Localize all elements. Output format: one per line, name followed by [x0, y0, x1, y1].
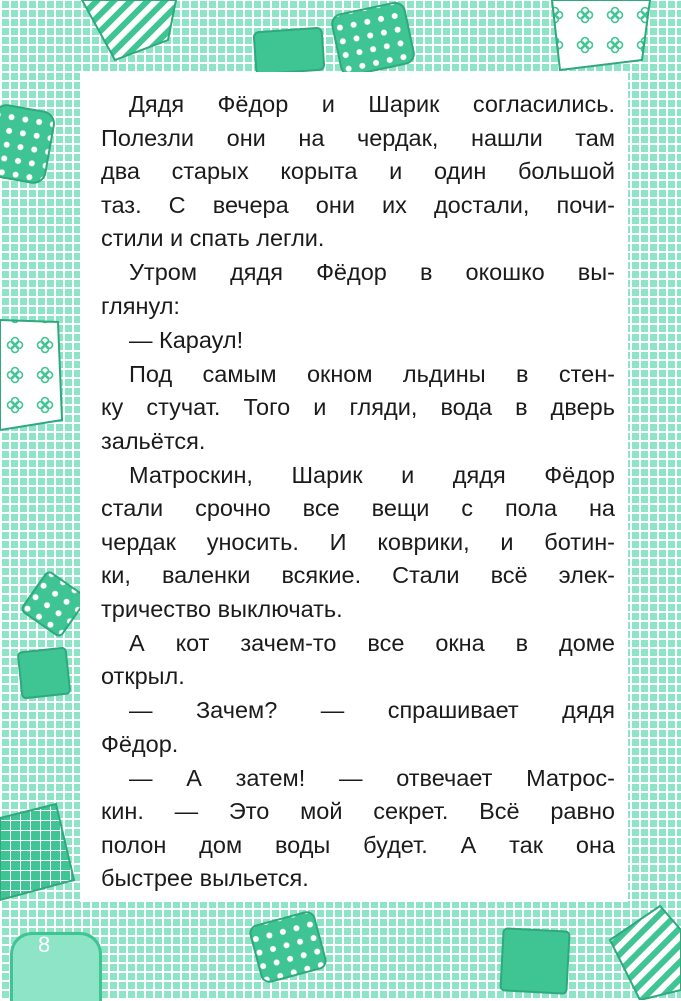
- patch-top-dotted: [330, 1, 415, 77]
- patch-bottom-stripes: [610, 906, 681, 1000]
- text-line: кин. — Это мой секрет. Всё равно: [101, 798, 615, 824]
- patch-left-flowers: [0, 320, 62, 430]
- text-line: Под самым окном льдины в стен-: [129, 360, 615, 387]
- text-line: тричество выключать.: [101, 595, 343, 622]
- text-line: Дядя Фёдор и Шарик согласились.: [129, 91, 615, 117]
- patch-top-stripes: [82, 0, 176, 60]
- patch-bottom-diamond: [249, 910, 328, 983]
- text-line: полон дом воды будет. А так она: [101, 831, 615, 858]
- text-line: — Караул!: [129, 326, 244, 353]
- patch-left-dotted: [0, 103, 56, 184]
- text-line: — А затем! — отвечает Матрос-: [129, 764, 615, 791]
- text-line: — Зачем? — спрашивает дядя: [129, 697, 615, 723]
- text-line: глянул:: [101, 292, 180, 319]
- text-line: таз. С вечера они их достали, почи-: [101, 191, 615, 218]
- text-line: два старых корыта и один большой: [101, 158, 615, 184]
- patch-bottom-green: [500, 928, 569, 993]
- text-line: зальётся.: [101, 427, 206, 454]
- text-line: ки, валенки всякие. Стали всё элек-: [101, 562, 615, 588]
- text-line: Матроскин, Шарик и дядя Фёдор: [129, 461, 615, 488]
- page-number: 8: [38, 932, 51, 957]
- text-line: быстрее выльется.: [101, 865, 309, 891]
- text-line: стали срочно все вещи с пола на: [101, 495, 615, 521]
- patch-top-flowers: [552, 0, 650, 70]
- text-line: Полезли они на чердак, нашли там: [101, 124, 615, 151]
- patch-left-diamond: [21, 571, 88, 638]
- patch-left-green: [18, 648, 71, 699]
- text-line: чердак уносить. И коврики, и ботин-: [101, 528, 615, 555]
- story-text: [101, 88, 615, 896]
- text-line: открыл.: [101, 663, 185, 689]
- patch-top-green: [254, 28, 325, 75]
- text-line: Утром дядя Фёдор в окошко вы-: [129, 259, 615, 285]
- text-line: ку стучат. Того и гляди, вода в дверь: [101, 394, 615, 420]
- text-line: Фёдор.: [101, 730, 179, 757]
- text-line: А кот зачем-то все окна в доме: [129, 629, 615, 656]
- patch-left-check: [0, 804, 74, 900]
- text-line: стили и спать легли.: [101, 225, 325, 251]
